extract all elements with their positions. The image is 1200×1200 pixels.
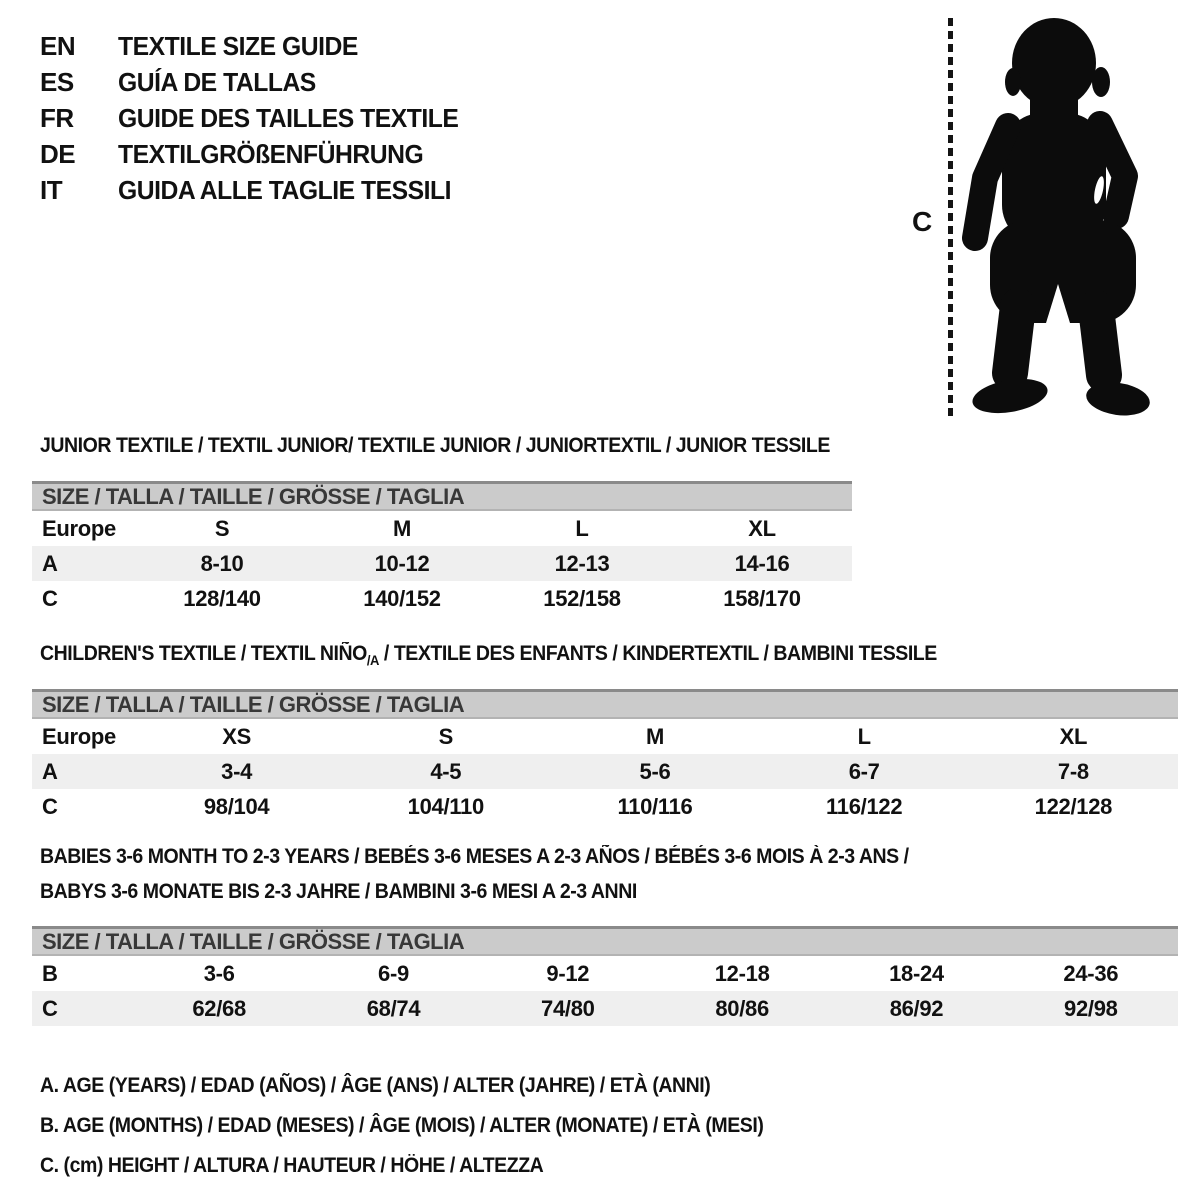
junior-section-title: JUNIOR TEXTILE / TEXTIL JUNIOR/ TEXTILE JUNIOR / JUNIORTEXTIL / JUNIOR TESSILE (40, 434, 830, 457)
row-label: C (32, 991, 132, 1026)
children-title-sub: /A (366, 652, 379, 669)
height-cell: 92/98 (1004, 991, 1178, 1026)
height-cell: 110/116 (617, 793, 693, 819)
size-cell: S (438, 723, 453, 749)
height-cell: 128/140 (183, 585, 261, 611)
age-cell: 3-4 (132, 754, 341, 789)
lang-row-it (40, 172, 476, 208)
age-cell: 12-13 (492, 546, 672, 581)
junior-size-table (32, 511, 852, 616)
babies-size-table (32, 956, 1178, 1026)
children-size-header-bar: SIZE / TALLA / TAILLE / GRÖSSE / TAGLIA (32, 689, 1178, 719)
height-cell: 140/152 (363, 585, 441, 611)
table-row (32, 789, 1178, 824)
legend-height-cm: C. (cm) HEIGHT / ALTURA / HAUTEUR / HÖHE / ALTEZZA (40, 1154, 544, 1177)
size-cell: L (857, 723, 871, 749)
height-cell: 86/92 (829, 991, 1003, 1026)
legend-age-months: B. AGE (MONTHS) / EDAD (MESES) / ÂGE (MOIS) / ALTER (MONATE) / ETÀ (MESI) (40, 1114, 764, 1137)
height-cell: 152/158 (543, 585, 621, 611)
height-cell: 62/68 (132, 991, 306, 1026)
height-cell: 80/86 (655, 991, 829, 1026)
height-cell: 104/110 (407, 793, 484, 819)
age-cell: 18-24 (889, 960, 944, 986)
size-cell: M (645, 723, 664, 749)
lang-label: TEXTILE SIZE GUIDE (118, 31, 358, 61)
table-row (32, 754, 1178, 789)
age-cell: 10-12 (312, 546, 492, 581)
table-row (32, 991, 1178, 1026)
children-title-part2: / TEXTILE DES ENFANTS / KINDERTEXTIL / BAMBINI TESSILE (378, 642, 937, 665)
row-label: Europe (42, 723, 116, 749)
size-cell: XL (1059, 723, 1088, 749)
children-size-table (32, 719, 1178, 824)
lang-label: GUIDE DES TAILLES TEXTILE (118, 103, 459, 133)
lang-row-en (40, 28, 476, 64)
toddler-silhouette-icon (958, 18, 1158, 423)
lang-code: FR (40, 103, 74, 133)
table-row (32, 956, 1178, 991)
height-measure-dashed-line (948, 18, 953, 418)
lang-row-de (40, 136, 476, 172)
age-cell: 8-10 (132, 546, 312, 581)
lang-row-fr (40, 100, 476, 136)
size-cell: M (392, 515, 412, 541)
lang-label: TEXTILGRÖßENFÜHRUNG (118, 139, 424, 169)
row-label: A (32, 546, 132, 581)
height-cell: 68/74 (306, 991, 480, 1026)
row-label: C (42, 793, 58, 819)
age-cell: 4-5 (341, 754, 550, 789)
height-cell: 158/170 (723, 585, 801, 611)
legend-age-years: A. AGE (YEARS) / EDAD (AÑOS) / ÂGE (ANS) / ALTER (JAHRE) / ETÀ (ANNI) (40, 1074, 711, 1097)
age-cell: 3-6 (203, 960, 235, 986)
age-cell: 7-8 (969, 754, 1178, 789)
age-cell: 6-9 (378, 960, 409, 986)
table-row (32, 719, 1178, 754)
children-title-part1: CHILDREN'S TEXTILE / TEXTIL NIÑO (40, 642, 367, 665)
lang-label: GUIDA ALLE TAGLIE TESSILI (118, 175, 452, 205)
language-list (40, 28, 476, 208)
size-cell: L (575, 515, 589, 541)
children-section-title (40, 642, 937, 668)
lang-code: IT (40, 175, 63, 205)
age-cell: 5-6 (550, 754, 759, 789)
legend (40, 1066, 818, 1186)
height-cell: 122/128 (1034, 793, 1113, 819)
babies-section-title-line1: BABIES 3-6 MONTH TO 2-3 YEARS / BEBÉS 3-6 MESES A 2-3 AÑOS / BÉBÉS 3-6 MOIS À 2-3 ANS / (40, 845, 909, 868)
age-cell: 24-36 (1063, 960, 1119, 986)
junior-size-header-bar: SIZE / TALLA / TAILLE / GRÖSSE / TAGLIA (32, 481, 852, 511)
babies-section-title-line2: BABYS 3-6 MONATE BIS 2-3 JAHRE / BAMBINI 3-6 MESI A 2-3 ANNI (40, 880, 637, 903)
size-cell: S (214, 515, 230, 541)
table-row (32, 546, 852, 581)
table-row (32, 511, 852, 546)
height-cell: 98/104 (203, 793, 270, 819)
babies-size-header-bar: SIZE / TALLA / TAILLE / GRÖSSE / TAGLIA (32, 926, 1178, 956)
lang-code: EN (40, 31, 76, 61)
row-label: B (42, 960, 58, 986)
height-cell: 74/80 (481, 991, 655, 1026)
lang-code: ES (40, 67, 74, 97)
row-label: Europe (42, 515, 116, 541)
size-cell: XL (748, 515, 776, 541)
age-cell: 9-12 (546, 960, 590, 986)
age-cell: 14-16 (672, 546, 852, 581)
table-row (32, 581, 852, 616)
age-cell: 6-7 (760, 754, 969, 789)
age-cell: 12-18 (714, 960, 770, 986)
height-cell: 116/122 (826, 793, 903, 819)
lang-label: GUÍA DE TALLAS (118, 67, 316, 97)
size-cell: XS (222, 723, 251, 749)
row-label: C (42, 585, 58, 611)
lang-code: DE (40, 139, 76, 169)
row-label: A (32, 754, 132, 789)
height-measure-label: C (912, 206, 933, 237)
lang-row-es (40, 64, 476, 100)
